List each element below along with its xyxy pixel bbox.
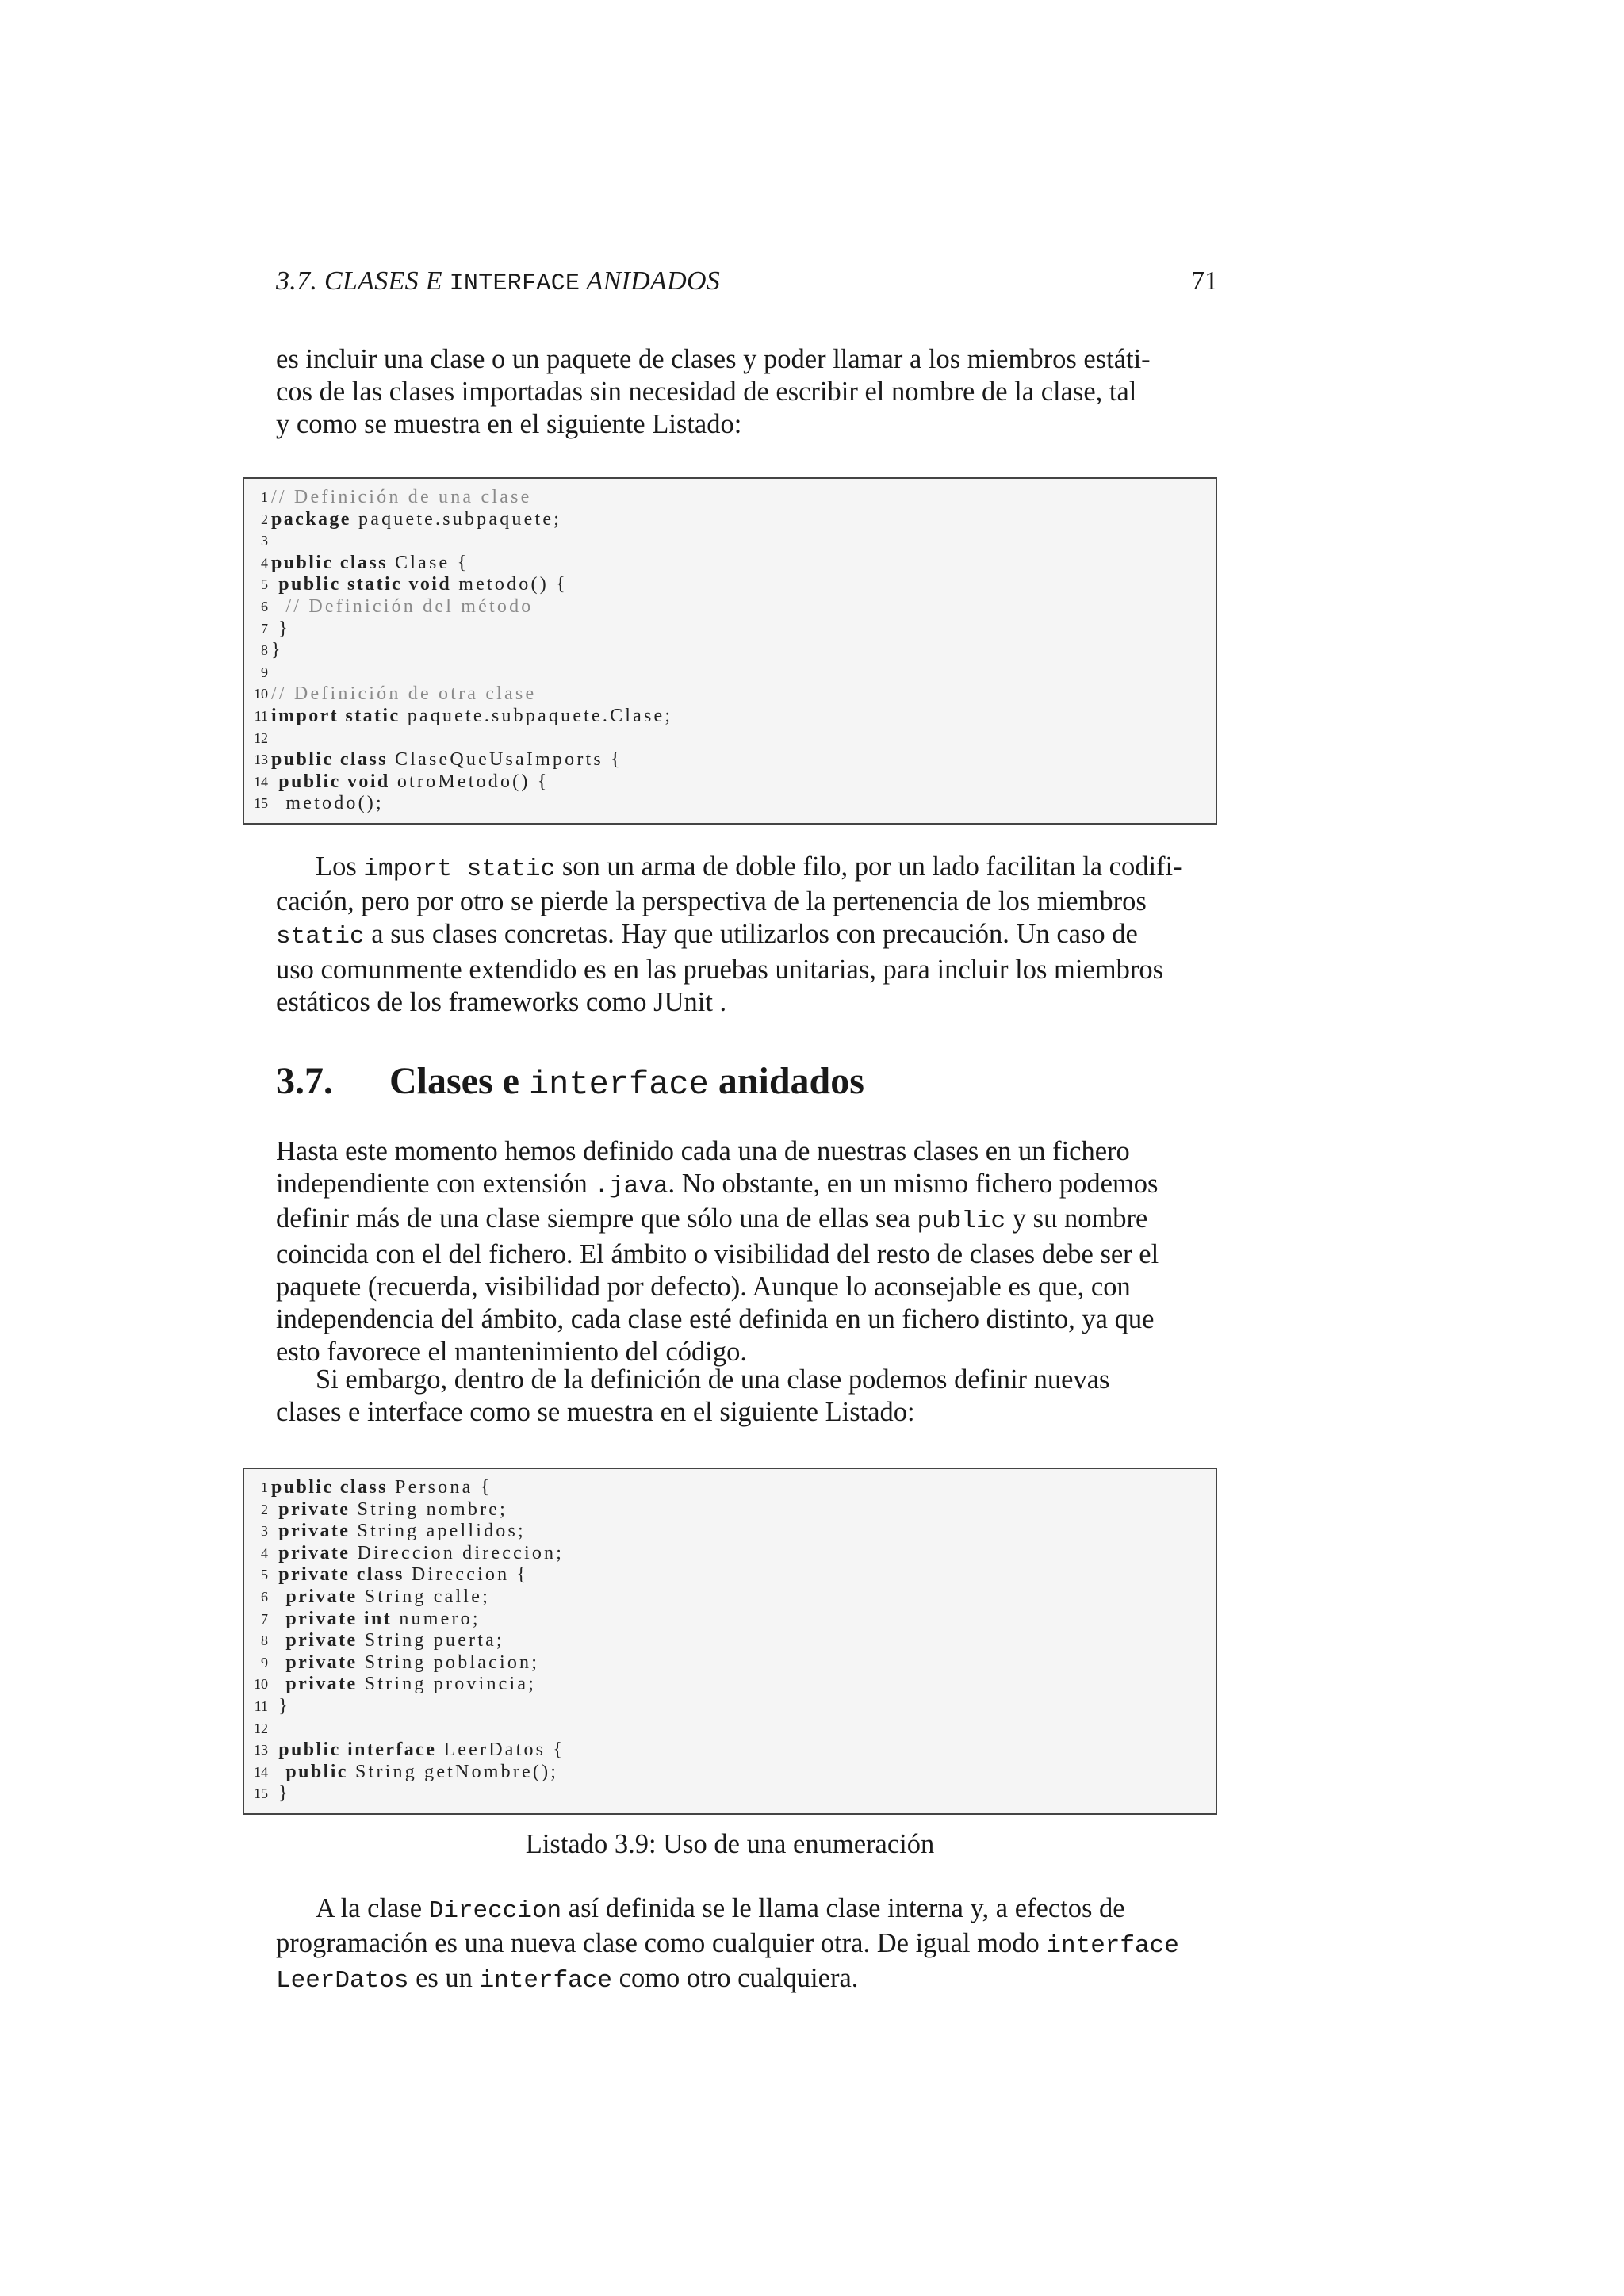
header-title-text: 3.7. CLASES E: [276, 266, 450, 296]
text: como otro cualquiera.: [612, 1963, 859, 1994]
code-line: [244, 618, 1216, 641]
section-heading: [276, 1059, 864, 1104]
text-line: y como se muestra en el siguiente Listado:: [276, 409, 742, 440]
code-text: [271, 487, 531, 509]
code-token: paquete.subpaquete;: [350, 508, 562, 530]
line-number: 3: [261, 1523, 268, 1540]
text-line: Hasta este momento hemos definido cada una de nuestras clases en un fichero: [276, 1136, 1130, 1166]
line-number: 8: [261, 642, 268, 659]
code-keyword: public void: [278, 771, 390, 792]
text-line: independencia del ámbito, cada clase esté definida en un fichero distinto, ya que: [276, 1304, 1155, 1335]
code-line: [244, 509, 1216, 531]
code-token: Clase {: [387, 552, 469, 573]
code-text: [271, 1586, 490, 1609]
code-token: [271, 771, 278, 792]
code-text: [271, 640, 283, 662]
code-token: ClaseQueUsaImports {: [387, 749, 622, 771]
code-text: [271, 1783, 290, 1805]
running-header-title: [276, 266, 720, 297]
code-keyword: public class: [271, 749, 388, 771]
inline-code: .java: [594, 1173, 668, 1201]
line-number: 6: [261, 1588, 268, 1605]
code-text: [271, 683, 536, 706]
code-comment: // Definición de otra clase: [271, 683, 537, 705]
code-text: [271, 574, 568, 596]
line-number: 6: [261, 598, 268, 614]
code-line: [244, 728, 1216, 750]
code-line: [244, 1499, 1216, 1521]
code-token: [271, 1564, 278, 1585]
line-number: 4: [261, 1544, 268, 1561]
inline-code: LeerDatos: [276, 1967, 409, 1996]
text-line: es incluir una clase o un paquete de clases y poder llamar a los miembros estáti-: [276, 344, 1151, 374]
code-text: [271, 596, 533, 618]
code-line: [244, 1521, 1216, 1543]
paragraph-si-embargo: [276, 1364, 1218, 1429]
line-number: 4: [261, 554, 268, 571]
code-keyword: private: [285, 1651, 358, 1673]
section-title: [389, 1059, 864, 1104]
text-line: cación, pero por otro se pierde la perspectiva de la pertenencia de los miembros: [276, 886, 1147, 917]
code-token: Direccion {: [404, 1564, 529, 1586]
code-token: Direccion direccion;: [350, 1542, 565, 1563]
line-number: 5: [261, 1567, 268, 1583]
code-keyword: private: [278, 1521, 350, 1542]
line-number: 12: [254, 729, 268, 746]
code-text: [271, 1652, 539, 1674]
intro-paragraph: [276, 343, 1218, 442]
code-text: [271, 1499, 508, 1521]
code-token: [271, 1499, 278, 1520]
text-line: estáticos de los frameworks como JUnit .: [276, 986, 727, 1017]
code-token: String apellidos;: [350, 1521, 526, 1542]
code-token: [271, 1521, 278, 1541]
code-token: [271, 1739, 278, 1760]
section-title-text: Clases e: [389, 1060, 529, 1102]
code-text: [271, 1630, 504, 1652]
line-number: 7: [261, 620, 268, 637]
code-token: [271, 1674, 285, 1694]
code-keyword: private: [285, 1630, 358, 1651]
section-title-code: interface: [528, 1066, 709, 1104]
header-title-code: INTERFACE: [449, 270, 580, 297]
text-line: esto favorece el mantenimiento del código.: [276, 1337, 747, 1368]
code-text: [271, 509, 561, 531]
code-token: String puerta;: [357, 1630, 504, 1651]
section-title-text-end: anidados: [708, 1060, 864, 1102]
code-line: [244, 793, 1216, 815]
code-text: [271, 706, 672, 728]
code-text: [271, 793, 384, 815]
line-number: 15: [254, 795, 268, 812]
line-number: 11: [254, 707, 268, 724]
code-line: [244, 1696, 1216, 1718]
code-text: [271, 1564, 528, 1586]
paragraph-hasta: [276, 1135, 1218, 1368]
text: independiente con extensión: [276, 1169, 595, 1200]
code-line: [244, 487, 1216, 509]
code-comment: // Definición de una clase: [271, 487, 532, 507]
code-keyword: private: [285, 1674, 358, 1695]
line-number: 15: [254, 1785, 268, 1802]
line-number: 9: [261, 664, 268, 680]
code-token: String provincia;: [357, 1674, 537, 1695]
code-keyword: private: [285, 1586, 358, 1607]
line-number: 2: [261, 1501, 268, 1517]
code-keyword: private int: [285, 1608, 393, 1629]
code-token: }: [271, 1695, 290, 1716]
code-text: [271, 1739, 565, 1762]
text-line: uso comunmente extendido es en las pruebas unitarias, para incluir los miembros: [276, 954, 1164, 985]
code-keyword: private class: [278, 1564, 404, 1586]
code-token: }: [271, 618, 290, 639]
code-keyword: public: [285, 1761, 348, 1782]
line-number: 10: [254, 1676, 268, 1693]
code-text: [271, 749, 622, 771]
code-token: [271, 1630, 285, 1651]
line-number: 2: [261, 511, 268, 527]
code-keyword: private: [278, 1498, 350, 1520]
code-text: [271, 771, 549, 794]
inline-code: interface: [479, 1967, 612, 1996]
code-text: [271, 1762, 558, 1784]
code-keyword: public class: [271, 552, 388, 573]
code-token: [271, 1609, 285, 1629]
header-title-text-end: ANIDADOS: [580, 266, 721, 296]
code-token: otroMetodo() {: [389, 771, 550, 792]
text: son un arma de doble filo, por un lado facilitan la codifi-: [555, 851, 1182, 882]
inline-code: Direccion: [428, 1897, 562, 1925]
code-text: [271, 1477, 492, 1499]
code-keyword: public interface: [278, 1739, 437, 1761]
code-line: [244, 1564, 1216, 1586]
code-line: [244, 553, 1216, 575]
code-line: [244, 1739, 1216, 1762]
text: A la clase: [316, 1893, 429, 1923]
inline-code: import static: [363, 855, 556, 883]
paragraph-import-static: [276, 851, 1218, 1019]
line-number: 10: [254, 686, 268, 702]
text: a sus clases concretas. Hay que utilizarlos con precaución. Un caso de: [364, 919, 1138, 950]
code-line: [244, 771, 1216, 794]
text-line: paquete (recuerda, visibilidad por defecto). Aunque lo aconsejable es que, con: [276, 1271, 1131, 1302]
text: así definida se le llama clase interna y, a efectos de: [561, 1893, 1125, 1923]
code-keyword: import static: [271, 705, 400, 726]
code-line: [244, 749, 1216, 771]
code-token: String nombre;: [350, 1498, 508, 1520]
running-header: [276, 266, 1218, 297]
code-listing-2: [243, 1468, 1217, 1815]
code-text: [271, 1521, 526, 1543]
line-number: 9: [261, 1654, 268, 1670]
code-keyword: private: [278, 1542, 350, 1563]
code-comment: // Definición del método: [271, 595, 534, 617]
code-token: }: [271, 1783, 290, 1804]
code-token: [271, 1586, 285, 1607]
code-line: [244, 1477, 1216, 1499]
code-token: [271, 1762, 285, 1782]
code-line: [244, 1586, 1216, 1609]
page-number: 71: [1191, 266, 1218, 296]
code-text: [271, 618, 290, 641]
inline-code: static: [276, 923, 365, 951]
inline-code: public: [917, 1207, 1006, 1236]
code-keyword: public class: [271, 1477, 388, 1498]
code-listing-1: [243, 477, 1217, 825]
code-token: numero;: [392, 1608, 481, 1629]
paragraph-final: [276, 1892, 1218, 1998]
code-line: [244, 1762, 1216, 1784]
code-token: String poblacion;: [357, 1651, 540, 1673]
code-token: Persona {: [387, 1477, 492, 1498]
line-number: 3: [261, 533, 268, 549]
text-line: clases e interface como se muestra en el siguiente Listado:: [276, 1397, 915, 1428]
code-token: metodo() {: [451, 574, 568, 595]
code-line: [244, 574, 1216, 596]
line-number: 13: [254, 1742, 268, 1758]
code-token: metodo();: [271, 793, 384, 814]
section-number: 3.7.: [276, 1060, 333, 1102]
code-line: [244, 1783, 1216, 1805]
text: definir más de una clase siempre que sólo una de ellas sea: [276, 1203, 917, 1234]
code-line: [244, 683, 1216, 706]
code-line: [244, 706, 1216, 728]
code-token: String getNombre();: [347, 1761, 559, 1782]
line-number: 11: [254, 1697, 268, 1714]
code-keyword: public static void: [278, 574, 452, 595]
line-number: 1: [261, 489, 268, 505]
code-token: [271, 574, 278, 595]
line-number: 7: [261, 1610, 268, 1627]
code-line: [244, 1652, 1216, 1674]
text: y su nombre: [1005, 1203, 1148, 1234]
code-token: String calle;: [357, 1586, 490, 1607]
code-text: [271, 1696, 290, 1718]
code-keyword: package: [271, 508, 351, 530]
code-line: [244, 1674, 1216, 1696]
code-line: [244, 662, 1216, 684]
line-number: 5: [261, 576, 268, 593]
code-line: [244, 640, 1216, 662]
code-line: [244, 596, 1216, 618]
line-number: 1: [261, 1479, 268, 1495]
code-line: [244, 1718, 1216, 1740]
code-token: }: [271, 640, 283, 661]
text: es un: [408, 1963, 480, 1994]
text-line: coincida con el del fichero. El ámbito o visibilidad del resto de clases debe ser el: [276, 1238, 1159, 1269]
line-number: 12: [254, 1720, 268, 1736]
code-token: paquete.subpaquete.Clase;: [400, 705, 673, 726]
code-text: [271, 1543, 564, 1565]
code-line: [244, 1609, 1216, 1631]
line-number: 13: [254, 752, 268, 768]
code-line: [244, 1630, 1216, 1652]
code-token: [271, 1652, 285, 1673]
line-number: 8: [261, 1632, 268, 1649]
code-line: [244, 530, 1216, 553]
inline-code: interface: [1046, 1932, 1179, 1961]
text-line: Si embargo, dentro de la definición de una clase podemos definir nuevas: [316, 1364, 1110, 1395]
code-token: [271, 1543, 278, 1563]
code-line: [244, 1543, 1216, 1565]
line-number: 14: [254, 773, 268, 790]
text: Los: [316, 851, 364, 882]
line-number: 14: [254, 1763, 268, 1780]
code-text: [271, 1609, 481, 1631]
listing-caption: Listado 3.9: Uso de una enumeración: [525, 1829, 935, 1859]
code-text: [271, 553, 469, 575]
code-text: [271, 1674, 536, 1696]
text-line: cos de las clases importadas sin necesidad de escribir el nombre de la clase, tal: [276, 377, 1137, 408]
text: programación es una nueva clase como cualquier otra. De igual modo: [276, 1928, 1047, 1959]
text: . No obstante, en un mismo fichero podemos: [668, 1169, 1159, 1200]
code-token: LeerDatos {: [436, 1739, 565, 1761]
